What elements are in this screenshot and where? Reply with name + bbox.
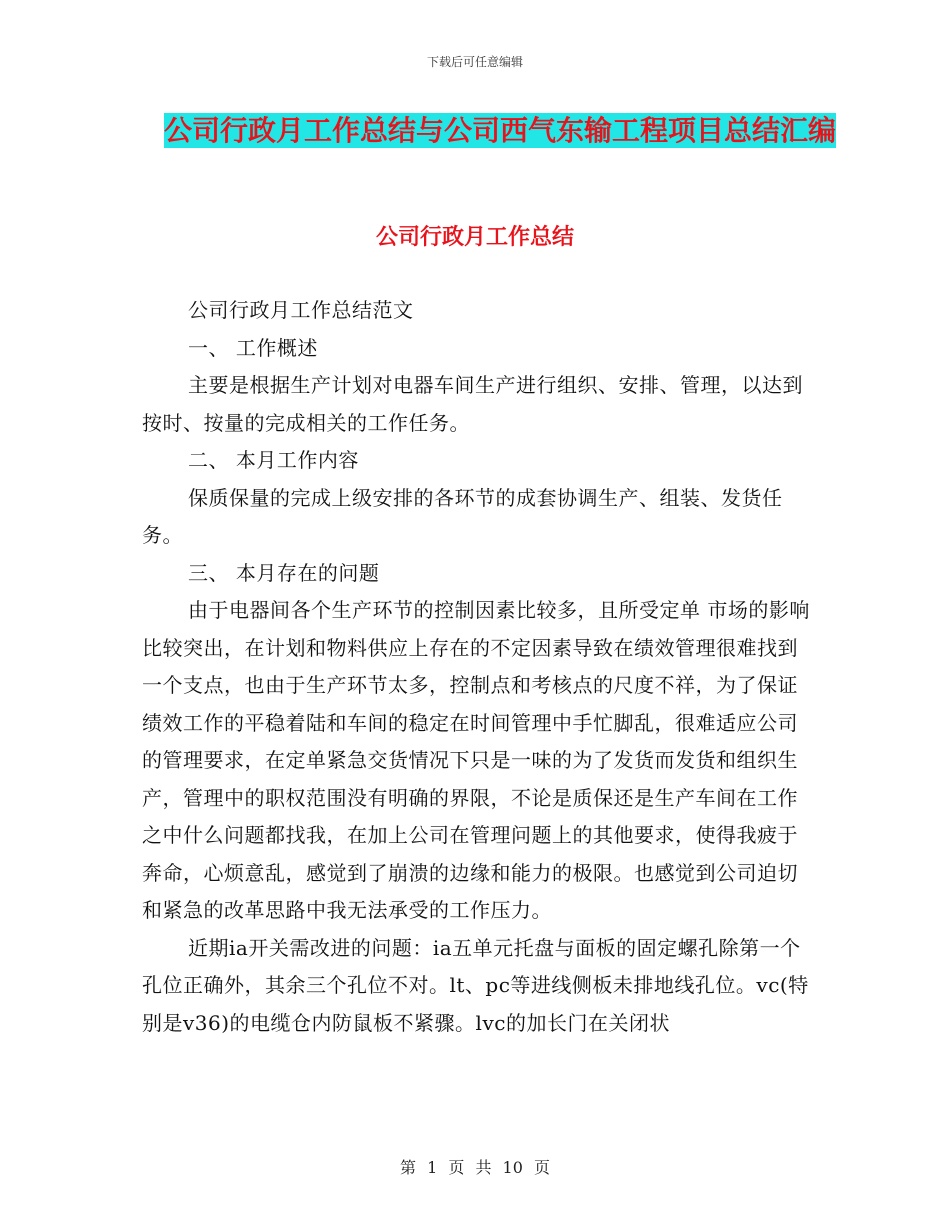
document-title xyxy=(150,110,850,152)
paragraph: 保质保量的完成上级安排的各环节的成套协调生产、组装、发货任务。 xyxy=(142,485,783,547)
paragraph: 一、 工作概述 xyxy=(188,335,318,360)
paragraph: 由于电器间各个生产环节的控制因素比较多，且所受定单 市场的影响比较突出，在计划和物料供应上存在的不定因素导致在绩效管理很难找到一个支点，也由于生产环节太多，控制点和考核点的尺度不祥，为了保证绩效工作的平稳着陆和车间的稳定在时间管理中手忙脚乱，很难适应公司的管理要求，在定单紧急交货情况下只是一味的为了发货而发货和组织生产，管理中的职权范围没有明确的界限，不论是质保还是生产车间在工作之中什么问题都找我，在加上公司在管理问题上的其他要求，使得我疲于奔命，心烦意乱，感觉到了崩溃的边缘和能力的极限。也感觉到公司迫切和紧急的改革思路中我无法承受的工作压力。 xyxy=(142,598,810,922)
document-title-text: 公司行政月工作总结与公司西气东输工程项目总结汇编 xyxy=(163,114,836,147)
paragraph: 三、 本月存在的问题 xyxy=(188,560,380,585)
section-title: 公司行政月工作总结 xyxy=(375,225,574,250)
paragraph: 近期ia开关需改进的问题：ia五单元托盘与面板的固定螺孔除第一个孔位正确外，其余三个孔位不对。lt、pc等进线侧板未排地线孔位。vc(特别是v36)的电缆仓内防鼠板不紧骤。lvc的加长门在关闭状 xyxy=(142,935,809,1035)
paragraph: 公司行政月工作总结范文 xyxy=(188,298,414,322)
paragraph: 主要是根据生产计划对电器车间生产进行组织、安排、管理，以达到按时、按量的完成相关的工作任务。 xyxy=(142,373,803,435)
header-note: 下载后可任意编辑 xyxy=(426,55,523,69)
page-footer: 第 1 页 共 10 页 xyxy=(400,1158,550,1177)
body-text xyxy=(142,292,810,1042)
paragraph: 二、 本月工作内容 xyxy=(188,448,359,472)
